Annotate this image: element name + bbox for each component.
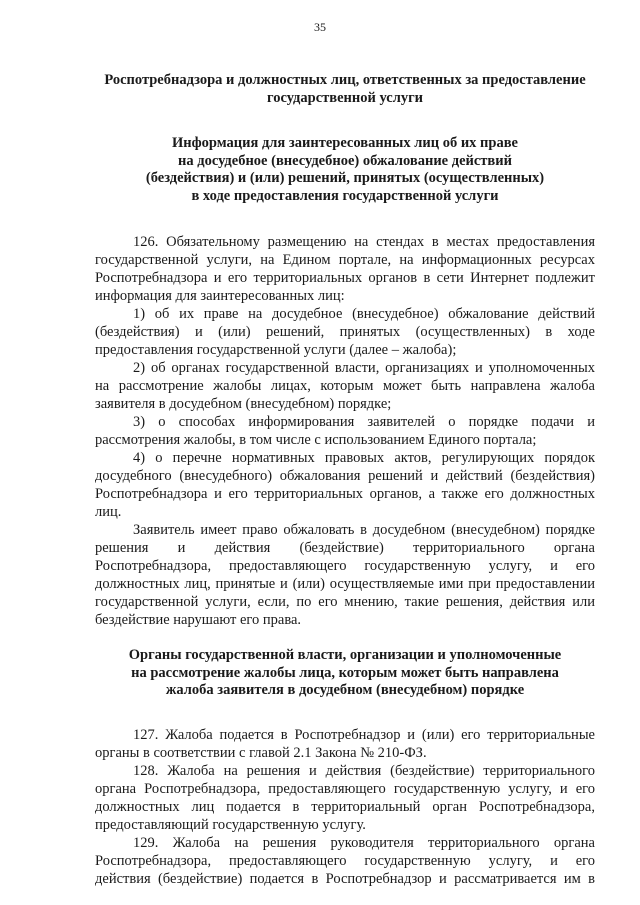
- text-line: 4) о перечне нормативных правовых актов, регулирующих порядок: [133, 450, 595, 466]
- text-line: 3) о способах информирования заявителей о порядке подачи и: [133, 414, 595, 430]
- text-line: должностных лиц, принятые и (или) осуществляемые ими при предоставлении: [95, 576, 595, 592]
- text-line: предоставляющий государственную услугу.: [95, 816, 366, 833]
- text-line: органа Роспотребнадзора, предоставляющего государственную услугу, и его: [95, 780, 595, 797]
- text-line: должностных лиц подается в территориальный орган Роспотребнадзора,: [95, 798, 595, 815]
- text-line: предоставления государственной услуги (далее – жалоба);: [95, 342, 457, 358]
- text-line: информация для заинтересованных лиц:: [95, 288, 345, 304]
- text-line: 1) об их праве на досудебное (внесудебное) обжалование действий: [133, 306, 595, 322]
- paragraph-applicant-rights: [95, 521, 595, 629]
- text-line: Роспотребнадзора и его территориальных органов, а также его должностных: [95, 486, 595, 502]
- heading-line: в ходе предоставления государственной услуги: [191, 187, 499, 204]
- list-item-3: [95, 413, 595, 449]
- section-heading-continuation: [95, 72, 595, 107]
- text-line: 2) об органах государственной власти, организациях и уполномоченных: [133, 360, 595, 376]
- heading-line: Органы государственной власти, организации и уполномоченные: [128, 647, 562, 663]
- text-line: лиц.: [95, 504, 122, 520]
- text-line: органы в соответствии с главой 2.1 Закона № 210-ФЗ.: [95, 744, 427, 761]
- text-line: Роспотребнадзора и его территориальных органов в сети Интернет подлежит: [95, 270, 595, 286]
- text-line: Роспотребнадзора, предоставляющего государственную услугу, и его: [95, 558, 595, 574]
- heading-line: на рассмотрение жалобы лица, которым может быть направлена: [131, 664, 559, 681]
- list-item-2: [95, 359, 595, 413]
- section-heading-appeal-info: [95, 135, 595, 205]
- paragraph-126: [95, 233, 595, 305]
- section-heading-authorities: [95, 647, 595, 700]
- text-line: государственной услуги, на Едином портале, на информационных ресурсах: [95, 252, 595, 268]
- list-item-4: [95, 449, 595, 521]
- text-line: государственной услуги, если, по его мнению, такие решения, действия или: [95, 594, 595, 610]
- text-line: бездействие нарушают его права.: [95, 612, 302, 628]
- text-line: действия (бездействие) подается в Роспотребнадзор и рассматривается им в: [95, 870, 595, 887]
- text-line: 126. Обязательному размещению на стендах в местах предоставления: [133, 234, 595, 250]
- text-line: Роспотребнадзора, предоставляющего государственную услугу, и его: [95, 852, 595, 869]
- heading-line: Роспотребнадзора и должностных лиц, ответственных за предоставление: [104, 72, 586, 88]
- heading-line: (бездействия) и (или) решений, принятых (осуществленных): [145, 170, 545, 186]
- text-line: досудебного (внесудебного) обжалования решений и действий (бездействия): [95, 468, 595, 484]
- text-line: 129. Жалоба на решения руководителя территориального органа: [133, 834, 595, 851]
- text-line: 128. Жалоба на решения и действия (бездействие) территориального: [133, 762, 595, 779]
- page-number: 35: [314, 20, 326, 34]
- list-item-1: [95, 305, 595, 359]
- text-line: заявителя в досудебном (внесудебном) порядке;: [95, 396, 392, 412]
- text-line: рассмотрения жалобы, в том числе с использованием Единого портала;: [95, 432, 537, 448]
- text-line: решения и действия (бездействие) территориального органа: [95, 540, 595, 556]
- heading-line: Информация для заинтересованных лиц об их праве: [172, 135, 518, 151]
- heading-line: государственной услуги: [266, 89, 424, 106]
- paragraph-127: [95, 726, 595, 762]
- paragraph-128: [95, 762, 595, 834]
- heading-line: на досудебное (внесудебное) обжалование действий: [178, 152, 512, 169]
- text-line: 127. Жалоба подается в Роспотребнадзор и (или) его территориальные: [133, 726, 595, 743]
- heading-line: жалоба заявителя в досудебном (внесудебном) порядке: [165, 682, 525, 698]
- text-line: (бездействия) и (или) решений, принятых (осуществленных) в ходе: [95, 324, 595, 340]
- paragraph-129: [95, 834, 595, 888]
- document-body: [95, 72, 595, 888]
- text-line: Заявитель имеет право обжаловать в досудебном (внесудебном) порядке: [133, 522, 595, 538]
- text-line: на рассмотрение жалобы лицах, которым может быть направлена жалоба: [95, 378, 595, 394]
